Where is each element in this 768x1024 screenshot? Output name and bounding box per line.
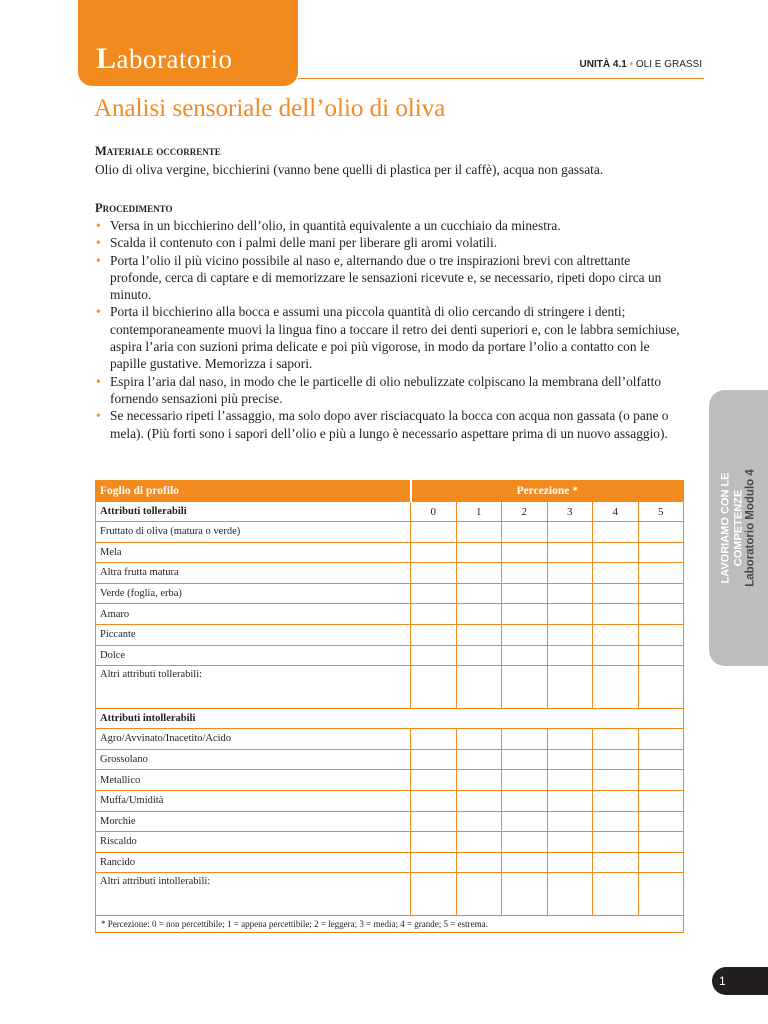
- side-tab-text: [719, 398, 757, 658]
- intolerable-rows: [96, 729, 684, 873]
- score-cell[interactable]: [502, 624, 548, 645]
- side-tab-module: Laboratorio Modulo 4: [744, 469, 757, 587]
- attribute-label: Fruttato di oliva (matura o verde): [96, 522, 411, 543]
- score-cell[interactable]: [547, 604, 593, 625]
- profile-sheet-table: [95, 480, 684, 933]
- score-cell[interactable]: [547, 852, 593, 873]
- score-cell[interactable]: [547, 729, 593, 750]
- score-cell[interactable]: [411, 832, 457, 853]
- attribute-label: Morchie: [96, 811, 411, 832]
- score-cell[interactable]: [411, 583, 457, 604]
- attribute-label: Piccante: [96, 624, 411, 645]
- score-cell[interactable]: [456, 645, 502, 666]
- attribute-label: Verde (foglia, erba): [96, 583, 411, 604]
- score-cell[interactable]: [456, 583, 502, 604]
- table-row: [96, 604, 684, 625]
- score-cell[interactable]: [638, 563, 684, 584]
- score-cell[interactable]: [456, 604, 502, 625]
- attribute-label: Altri attributi intollerabili:: [96, 873, 411, 916]
- score-cell[interactable]: [593, 624, 639, 645]
- score-cell[interactable]: [593, 770, 639, 791]
- score-cell[interactable]: [547, 749, 593, 770]
- score-cell[interactable]: [638, 749, 684, 770]
- scale-label: 0: [411, 502, 457, 522]
- unit-number: UNITÀ 4.1: [579, 59, 627, 70]
- table-row: [96, 749, 684, 770]
- score-cell[interactable]: [411, 873, 457, 916]
- score-cell[interactable]: [593, 832, 639, 853]
- score-cell[interactable]: [456, 852, 502, 873]
- score-cell[interactable]: [411, 666, 457, 709]
- score-cell[interactable]: [502, 729, 548, 750]
- score-cell[interactable]: [547, 645, 593, 666]
- score-cell[interactable]: [593, 583, 639, 604]
- score-cell[interactable]: [456, 729, 502, 750]
- table-row: [96, 624, 684, 645]
- score-cell[interactable]: [502, 645, 548, 666]
- procedure-step: • Espira l’aria dal naso, in modo che le particelle di olio nebulizzate colpiscano la membrana dell’olfatto fornendo sensazioni più precise.: [95, 373, 685, 408]
- score-cell[interactable]: [638, 729, 684, 750]
- score-cell[interactable]: [502, 873, 548, 916]
- tolerable-rows: [96, 522, 684, 666]
- intolerable-heading-row: [96, 709, 684, 729]
- material-heading: Materiale occorrente: [95, 144, 221, 158]
- scale-label: 1: [456, 502, 502, 522]
- table-row: [96, 522, 684, 543]
- score-cell[interactable]: [638, 645, 684, 666]
- score-cell[interactable]: [502, 749, 548, 770]
- attribute-label: Agro/Avvinato/Inacetito/Acido: [96, 729, 411, 750]
- score-cell[interactable]: [411, 770, 457, 791]
- unit-topic: OLI E GRASSI: [635, 59, 702, 70]
- table-header-row: [96, 481, 684, 502]
- score-cell[interactable]: [411, 645, 457, 666]
- profile-sheet-header: Foglio di profilo: [96, 481, 411, 502]
- score-cell[interactable]: [638, 873, 684, 916]
- score-cell[interactable]: [456, 522, 502, 543]
- score-cell[interactable]: [638, 542, 684, 563]
- score-cell[interactable]: [547, 542, 593, 563]
- score-cell[interactable]: [502, 604, 548, 625]
- attribute-label: Grossolano: [96, 749, 411, 770]
- tolerable-heading-row: [96, 502, 684, 522]
- score-cell[interactable]: [411, 790, 457, 811]
- score-cell[interactable]: [638, 583, 684, 604]
- table-row: [96, 563, 684, 584]
- score-cell[interactable]: [593, 852, 639, 873]
- score-cell[interactable]: [547, 583, 593, 604]
- procedure-step: • Se necessario ripeti l’assaggio, ma solo dopo aver risciacquato la bocca con acqua non gassata (o pane o mela). (Più forti sono i sapori dell’olio e più a lungo è necessario aspettare prima di un nuovo assaggio).: [95, 407, 685, 442]
- score-cell[interactable]: [547, 790, 593, 811]
- table-row: [96, 542, 684, 563]
- page-number: 1: [719, 974, 726, 988]
- perception-header: Percezione *: [411, 481, 684, 502]
- tolerable-heading: Attributi tollerabili: [96, 502, 411, 522]
- score-cell[interactable]: [502, 563, 548, 584]
- score-cell[interactable]: [593, 811, 639, 832]
- score-cell[interactable]: [456, 873, 502, 916]
- score-cell[interactable]: [593, 563, 639, 584]
- scale-label: 3: [547, 502, 593, 522]
- attribute-label: Mela: [96, 542, 411, 563]
- scale-label: 4: [593, 502, 639, 522]
- table-row: [96, 790, 684, 811]
- score-cell[interactable]: [411, 563, 457, 584]
- score-cell[interactable]: [547, 522, 593, 543]
- procedure-step: • Scalda il contenuto con i palmi delle mani per liberare gli aromi volatili.: [95, 234, 685, 251]
- procedure-step: • Porta l’olio il più vicino possibile al naso e, alternando due o tre inspirazioni brevi con altrettante profonde, cerca di captare e di memorizzare le sensazioni ricevute e, se necessario, ripeti dopo circa un minuto.: [95, 252, 685, 304]
- attribute-label: Dolce: [96, 645, 411, 666]
- score-cell[interactable]: [411, 729, 457, 750]
- side-tab-line: LAVORIAMO CON LE: [719, 472, 732, 584]
- attribute-label: Rancido: [96, 852, 411, 873]
- score-cell[interactable]: [638, 604, 684, 625]
- unit-separator-dot: •: [629, 59, 634, 70]
- table-row: [96, 832, 684, 853]
- score-cell[interactable]: [502, 522, 548, 543]
- score-cell[interactable]: [593, 645, 639, 666]
- score-cell[interactable]: [638, 852, 684, 873]
- table-footnote: * Percezione: 0 = non percettibile; 1 = appena percettibile; 2 = leggera; 3 = media; 4 = grande; 5 = estrema.: [96, 916, 684, 933]
- score-cell[interactable]: [411, 542, 457, 563]
- score-cell[interactable]: [411, 604, 457, 625]
- score-cell[interactable]: [638, 666, 684, 709]
- score-cell[interactable]: [411, 624, 457, 645]
- score-cell[interactable]: [593, 729, 639, 750]
- material-text: Olio di oliva vergine, bicchierini (vanno bene quelli di plastica per il caffè), acqua non gassata.: [95, 162, 604, 177]
- score-cell[interactable]: [502, 832, 548, 853]
- table-row: [96, 729, 684, 750]
- score-cell[interactable]: [638, 811, 684, 832]
- footnote-row: [96, 916, 684, 933]
- score-cell[interactable]: [502, 811, 548, 832]
- table-row: [96, 873, 684, 916]
- attribute-label: Altra frutta matura: [96, 563, 411, 584]
- section-title-rest: aboratorio: [116, 44, 233, 74]
- procedure-steps: [95, 217, 685, 442]
- attribute-label: Amaro: [96, 604, 411, 625]
- table-row: [96, 852, 684, 873]
- score-cell[interactable]: [502, 583, 548, 604]
- score-cell[interactable]: [411, 749, 457, 770]
- score-cell[interactable]: [456, 811, 502, 832]
- score-cell[interactable]: [456, 542, 502, 563]
- score-cell[interactable]: [502, 770, 548, 791]
- unit-label: [580, 59, 702, 70]
- score-cell[interactable]: [638, 832, 684, 853]
- score-cell[interactable]: [502, 542, 548, 563]
- intolerable-heading: Attributi intollerabili: [96, 709, 684, 729]
- score-cell[interactable]: [502, 852, 548, 873]
- score-cell[interactable]: [593, 790, 639, 811]
- score-cell[interactable]: [411, 811, 457, 832]
- header-rule: [298, 78, 704, 79]
- section-title-initial: L: [96, 42, 117, 75]
- score-cell[interactable]: [547, 811, 593, 832]
- score-cell[interactable]: [593, 666, 639, 709]
- score-cell[interactable]: [502, 790, 548, 811]
- score-cell[interactable]: [547, 873, 593, 916]
- score-cell[interactable]: [502, 666, 548, 709]
- score-cell[interactable]: [456, 624, 502, 645]
- attribute-label: Altri attributi tollerabili:: [96, 666, 411, 709]
- score-cell[interactable]: [638, 790, 684, 811]
- table-row: [96, 811, 684, 832]
- scale-label: 2: [502, 502, 548, 522]
- score-cell[interactable]: [456, 790, 502, 811]
- table-row: [96, 666, 684, 709]
- score-cell[interactable]: [456, 832, 502, 853]
- side-tab-line: COMPETENZE: [731, 489, 744, 567]
- score-cell[interactable]: [638, 624, 684, 645]
- procedure-heading: Procedimento: [95, 201, 173, 215]
- procedure-step: • Porta il bicchierino alla bocca e assumi una piccola quantità di olio cercando di stringere i denti; contemporaneamente muovi la lingua fino a toccare il retro dei denti superiori e, con le labbra semichiuse, aspira l’aria con suzioni prima delicate e poi più vigorose, in modo da portare l’olio a contatto con le papille gustative. Memorizza i sapori.: [95, 303, 685, 372]
- score-cell[interactable]: [547, 666, 593, 709]
- score-cell[interactable]: [593, 749, 639, 770]
- score-cell[interactable]: [593, 522, 639, 543]
- score-cell[interactable]: [547, 770, 593, 791]
- score-cell[interactable]: [456, 563, 502, 584]
- section-title: [96, 42, 232, 76]
- score-cell[interactable]: [547, 832, 593, 853]
- score-cell[interactable]: [638, 522, 684, 543]
- page-title: Analisi sensoriale dell’olio di oliva: [94, 95, 446, 122]
- table-row: [96, 770, 684, 791]
- scale-label: 5: [638, 502, 684, 522]
- score-cell[interactable]: [593, 542, 639, 563]
- score-cell[interactable]: [456, 749, 502, 770]
- score-cell[interactable]: [638, 770, 684, 791]
- score-cell[interactable]: [593, 873, 639, 916]
- attribute-label: Muffa/Umidità: [96, 790, 411, 811]
- score-cell[interactable]: [547, 563, 593, 584]
- score-cell[interactable]: [547, 624, 593, 645]
- attribute-label: Riscaldo: [96, 832, 411, 853]
- procedure-step: • Versa in un bicchierino dell’olio, in quantità equivalente a un cucchiaio da minestra.: [95, 217, 685, 234]
- score-cell[interactable]: [411, 522, 457, 543]
- score-cell[interactable]: [411, 852, 457, 873]
- table-row: [96, 645, 684, 666]
- attribute-label: Metallico: [96, 770, 411, 791]
- score-cell[interactable]: [456, 770, 502, 791]
- score-cell[interactable]: [593, 604, 639, 625]
- table-row: [96, 583, 684, 604]
- score-cell[interactable]: [456, 666, 502, 709]
